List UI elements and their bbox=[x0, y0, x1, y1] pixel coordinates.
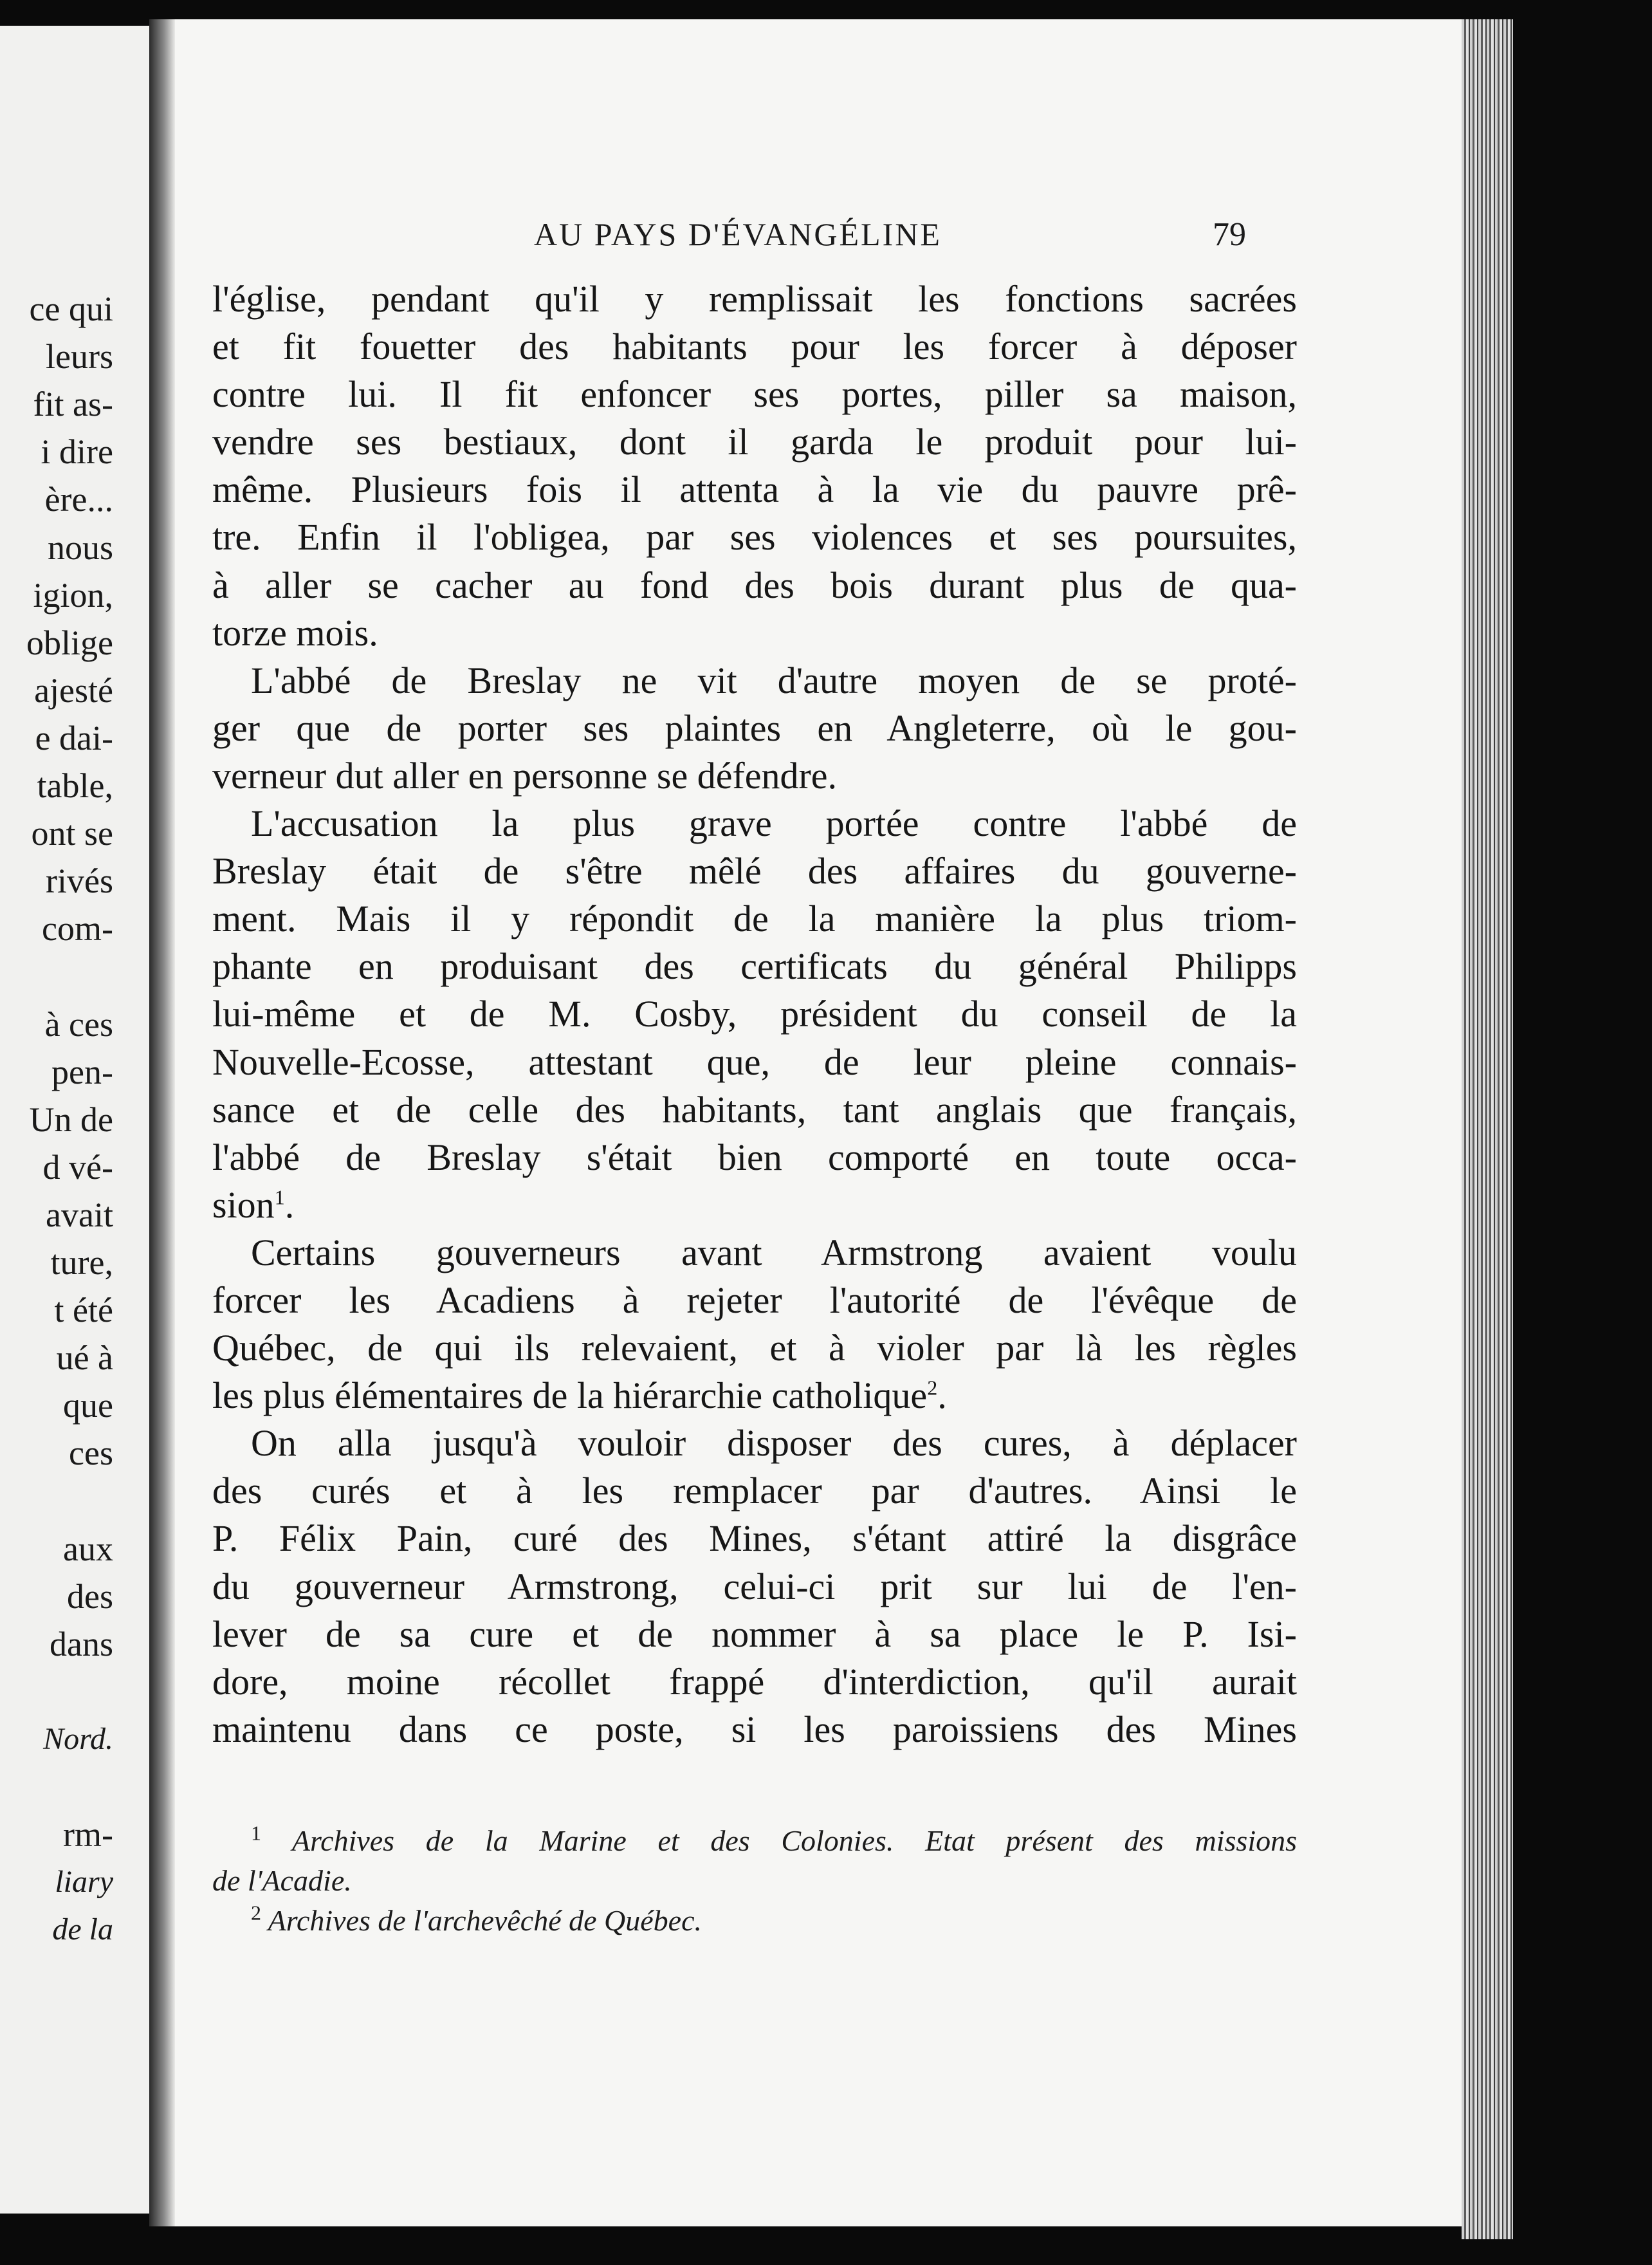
text-line bbox=[212, 1277, 1297, 1324]
footnote-line bbox=[212, 1821, 1297, 1861]
facing-page-line: des bbox=[67, 1576, 113, 1616]
page-edges bbox=[1462, 19, 1513, 2239]
text-line-content: L'accusation la plus grave portée contre l'abbé de bbox=[251, 802, 1297, 845]
facing-page-line: leurs bbox=[46, 337, 113, 376]
footnote-reference: 1 bbox=[274, 1185, 285, 1209]
trailing-punctuation: . bbox=[284, 1183, 295, 1226]
facing-page-line: ces bbox=[69, 1434, 113, 1473]
text-line bbox=[212, 371, 1297, 418]
facing-page-line: t été bbox=[54, 1291, 113, 1330]
text-line-content: lever de sa cure et de nommer à sa place le P. Isi- bbox=[212, 1613, 1297, 1655]
text-line bbox=[212, 705, 1297, 752]
facing-page-line: nous bbox=[47, 528, 113, 567]
facing-page-line: oblige bbox=[26, 623, 113, 662]
text-line-content: dore, moine récollet frappé d'interdiction, qu'il aurait bbox=[212, 1660, 1297, 1703]
text-line-content: même. Plusieurs fois il attenta à la vie du pauvre prê- bbox=[212, 468, 1297, 511]
facing-page-line: ère... bbox=[44, 480, 113, 519]
facing-page-line: rivés bbox=[46, 862, 113, 901]
text-line bbox=[212, 1611, 1297, 1658]
text-line bbox=[212, 847, 1297, 895]
facing-page-line: dans bbox=[50, 1624, 113, 1663]
facing-page-line: Un de bbox=[29, 1100, 113, 1139]
text-line bbox=[212, 1229, 1297, 1277]
text-line bbox=[212, 1324, 1297, 1372]
facing-page-line: ont se bbox=[31, 814, 113, 853]
text-line-content: à aller se cacher au fond des bois durant plus de qua- bbox=[212, 564, 1297, 606]
text-line bbox=[212, 1419, 1297, 1467]
footnote-text: de l'Acadie. bbox=[212, 1864, 352, 1897]
text-line bbox=[212, 1039, 1297, 1086]
facing-page-line: com- bbox=[42, 909, 113, 948]
facing-page-line: que bbox=[63, 1386, 113, 1425]
facing-page-line: ture, bbox=[50, 1243, 113, 1282]
running-title: AU PAYS D'ÉVANGÉLINE bbox=[534, 216, 942, 252]
facing-page-line: e dai- bbox=[35, 718, 113, 757]
text-line-content: phante en produisant des certificats du général Philipps bbox=[212, 945, 1297, 988]
text-line-content: torze mois. bbox=[212, 611, 378, 654]
text-line-content: ger que de porter ses plaintes en Angleterre, où le gou- bbox=[212, 707, 1297, 749]
text-line-content: Certains gouverneurs avant Armstrong avaient voulu bbox=[251, 1231, 1297, 1273]
text-line-content: forcer les Acadiens à rejeter l'autorité de l'évêque de bbox=[212, 1279, 1297, 1321]
footnote-reference: 2 bbox=[927, 1376, 938, 1400]
footnotes bbox=[212, 1821, 1297, 1941]
facing-page-line: ajesté bbox=[34, 670, 113, 710]
text-line bbox=[212, 800, 1297, 847]
text-line bbox=[212, 1181, 1297, 1229]
text-line bbox=[212, 1372, 1297, 1419]
text-line bbox=[212, 990, 1297, 1038]
text-line bbox=[212, 323, 1297, 371]
text-line-content: Breslay était de s'être mêlé des affaires du gouverne- bbox=[212, 850, 1297, 892]
text-line-content: tre. Enfin il l'obligea, par ses violences et ses poursuites, bbox=[212, 516, 1297, 559]
text-line bbox=[212, 1134, 1297, 1181]
facing-page-line: ué à bbox=[56, 1338, 113, 1378]
text-line bbox=[212, 609, 1297, 657]
text-line bbox=[212, 418, 1297, 466]
footnote-text: Archives de la Marine et des Colonies. Etat présent des missions bbox=[291, 1824, 1298, 1857]
facing-page-fragment bbox=[0, 26, 153, 2214]
text-line bbox=[212, 657, 1297, 705]
text-line-content: On alla jusqu'à vouloir disposer des cures, à déplacer bbox=[251, 1422, 1297, 1465]
facing-page-line: rm- bbox=[63, 1815, 113, 1854]
text-line bbox=[212, 1515, 1297, 1562]
facing-page-line: liary bbox=[55, 1865, 113, 1900]
text-line-content: P. Félix Pain, curé des Mines, s'étant attiré la disgrâce bbox=[212, 1517, 1297, 1560]
text-line-content: L'abbé de Breslay ne vit d'autre moyen de se proté- bbox=[251, 659, 1297, 701]
text-line-content: sion bbox=[212, 1183, 275, 1226]
text-line bbox=[212, 562, 1297, 609]
facing-page-line: fit as- bbox=[33, 385, 113, 424]
text-line bbox=[212, 1658, 1297, 1706]
footnote-text: Archives de l'archevêché de Québec. bbox=[268, 1904, 702, 1937]
text-line bbox=[212, 1563, 1297, 1611]
text-line-content: contre lui. Il fit enfoncer ses portes, piller sa maison, bbox=[212, 373, 1297, 416]
book-page bbox=[167, 19, 1480, 2226]
facing-page-line: pen- bbox=[51, 1052, 113, 1091]
facing-page-line: de la bbox=[52, 1912, 113, 1947]
facing-page-line: à ces bbox=[44, 1004, 113, 1044]
facing-page-line: avait bbox=[46, 1195, 113, 1234]
text-line-content: ment. Mais il y répondit de la manière la plus triom- bbox=[212, 898, 1297, 940]
text-line-content: Québec, de qui ils relevaient, et à violer par là les règles bbox=[212, 1327, 1297, 1369]
text-line-content: l'église, pendant qu'il y remplissait les fonctions sacrées bbox=[212, 278, 1297, 320]
footnote-number: 1 bbox=[251, 1821, 261, 1845]
text-line bbox=[212, 275, 1297, 323]
footnote-number: 2 bbox=[251, 1901, 261, 1925]
text-line-content: sance et de celle des habitants, tant anglais que français, bbox=[212, 1088, 1297, 1131]
facing-page-line: Nord. bbox=[43, 1722, 113, 1756]
text-line bbox=[212, 513, 1297, 561]
text-line bbox=[212, 1086, 1297, 1134]
binding-gutter bbox=[149, 19, 175, 2226]
text-line bbox=[212, 1467, 1297, 1515]
text-line-content: verneur dut aller en personne se défendre. bbox=[212, 754, 838, 797]
text-line-content: vendre ses bestiaux, dont il garda le produit pour lui- bbox=[212, 421, 1297, 463]
facing-page-line: i dire bbox=[41, 432, 113, 472]
trailing-punctuation: . bbox=[937, 1374, 947, 1417]
text-line-content: Nouvelle-Ecosse, attestant que, de leur pleine connais- bbox=[212, 1040, 1297, 1083]
text-line-content: du gouverneur Armstrong, celui-ci prit sur lui de l'en- bbox=[212, 1565, 1297, 1607]
facing-page-line: table, bbox=[37, 766, 113, 805]
text-line-content: les plus élémentaires de la hiérarchie catholique bbox=[212, 1374, 928, 1417]
facing-page-line: igion, bbox=[33, 575, 113, 615]
footnote-line bbox=[212, 1861, 1297, 1901]
text-line bbox=[212, 1706, 1297, 1753]
text-line bbox=[212, 943, 1297, 990]
text-line-content: lui-même et de M. Cosby, président du conseil de la bbox=[212, 993, 1297, 1035]
text-line-content: et fit fouetter des habitants pour les forcer à déposer bbox=[212, 326, 1297, 368]
footnote-line bbox=[212, 1901, 1297, 1941]
text-line-content: des curés et à les remplacer par d'autres. Ainsi le bbox=[212, 1470, 1297, 1512]
running-head bbox=[167, 216, 1480, 258]
text-line bbox=[212, 466, 1297, 513]
text-line bbox=[212, 752, 1297, 800]
body-text bbox=[212, 275, 1297, 1753]
facing-page-line: ce qui bbox=[29, 290, 113, 328]
facing-page-line: aux bbox=[63, 1529, 113, 1568]
facing-page-line: d vé- bbox=[42, 1147, 113, 1187]
text-line-content: l'abbé de Breslay s'était bien comporté en toute occa- bbox=[212, 1136, 1297, 1178]
page-number: 79 bbox=[1213, 216, 1246, 253]
text-line-content: maintenu dans ce poste, si les paroissiens des Mines bbox=[212, 1708, 1297, 1750]
text-line bbox=[212, 895, 1297, 943]
